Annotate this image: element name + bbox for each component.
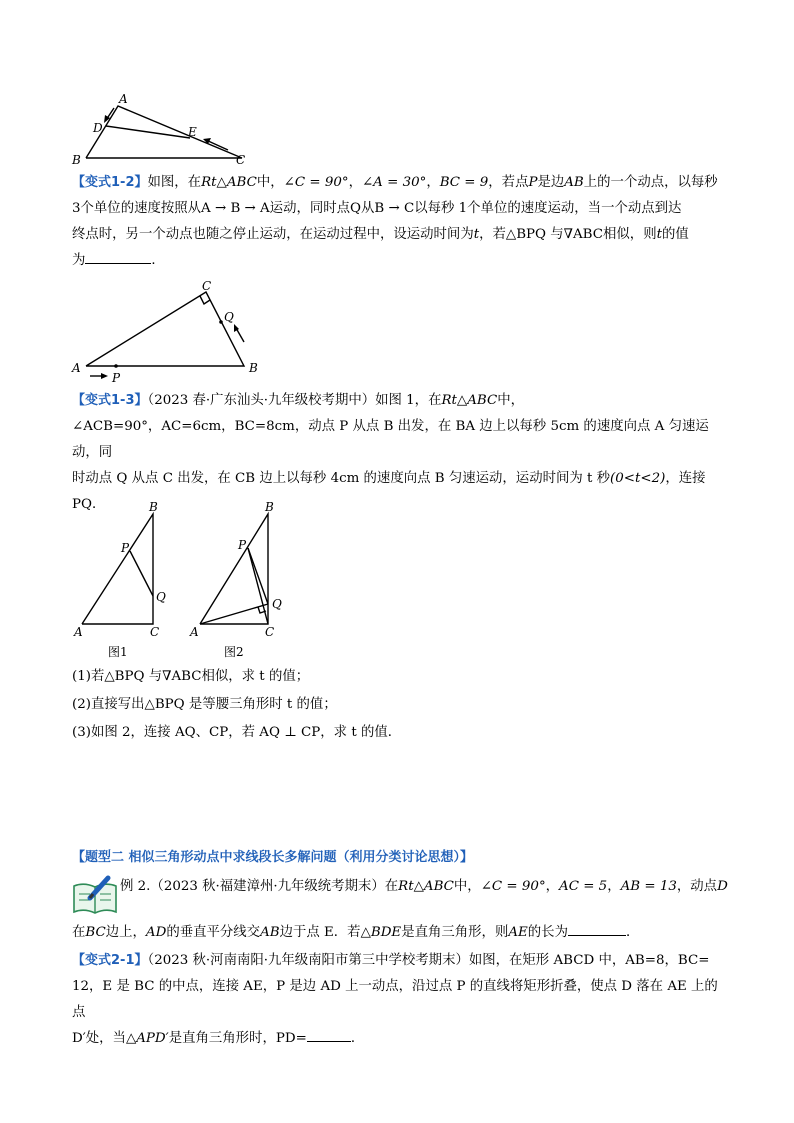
text: ，	[348, 175, 362, 190]
label-b: B	[249, 361, 258, 375]
text: 是直角三角形时，PD=	[168, 1031, 307, 1046]
text: 3个单位的速度按照从A → B → A运动，同时点Q从B → C以每秒 1个单位的速度运动，当一个动点到达	[72, 201, 682, 216]
text: ，连接	[665, 471, 706, 486]
variant-2-1	[72, 948, 722, 1052]
math: ∠C = 90°	[480, 879, 546, 894]
segment-de	[106, 126, 190, 138]
text: 终点时，另一个动点也随之停止运动，在运动过程中，设运动时间为	[72, 227, 474, 242]
variant-1-3	[72, 388, 722, 518]
text: （2023 秋·河南南阳·九年级南阳市第三中学校考期末）如图，在矩形 ABCD 中，AB=8，BC=	[147, 953, 710, 968]
fig2-label-p: P	[238, 538, 247, 552]
fig2-label-a: A	[190, 625, 199, 639]
type-2-heading: 【题型二 相似三角形动点中求线段长多解问题（利用分类讨论思想）】	[72, 850, 474, 865]
math: BC	[85, 925, 106, 940]
fig2-label-q: Q	[272, 597, 282, 611]
text: ．	[350, 1031, 365, 1046]
text: ，	[607, 879, 621, 894]
figure-1	[66, 90, 256, 170]
math: △APD′	[125, 1031, 169, 1046]
text: 的值	[661, 227, 689, 242]
text: ，若点	[488, 175, 529, 190]
label-b: B	[72, 153, 81, 167]
text: ．	[151, 253, 165, 268]
math: (0<t<2)	[610, 471, 666, 486]
text: 为	[72, 253, 86, 268]
fig2-label-b: B	[265, 500, 274, 514]
example-2	[120, 874, 730, 900]
text: 中，	[453, 879, 481, 894]
arrow-p-head	[101, 373, 108, 379]
arrow-q-shaft	[236, 328, 244, 342]
fig1-label-c: C	[150, 625, 160, 639]
text: ，	[426, 175, 440, 190]
triangle-abc	[86, 292, 244, 366]
text: 中，	[256, 175, 284, 190]
fig1-label-p: P	[121, 541, 130, 555]
question-1: (1)若△BPQ 与∇ABC相似，求 t 的值；	[72, 669, 310, 684]
math: t	[473, 227, 480, 242]
variant-1-3-tag: 【变式1-3】	[72, 393, 148, 408]
fig1-label-q: Q	[156, 590, 166, 604]
variant-2-1-tag: 【变式2-1】	[72, 953, 148, 968]
text: 上的一个动点，以每秒	[583, 175, 718, 190]
label-a: A	[119, 92, 128, 106]
point-q	[219, 320, 223, 324]
math: △BDE	[360, 925, 402, 940]
fig2-segment-pq	[248, 548, 268, 604]
label-q: Q	[224, 310, 234, 324]
math: ∠A = 30°	[361, 175, 427, 190]
math: ∠C = 90°	[283, 175, 349, 190]
caption-fig2: 图2	[224, 645, 244, 659]
fig2-segment-cp	[248, 548, 268, 624]
text: 边上，	[105, 925, 146, 940]
figure-2	[66, 278, 276, 388]
label-c: C	[202, 279, 212, 293]
text: ．	[625, 925, 640, 940]
variant-1-2	[72, 170, 722, 274]
fig1-label-b: B	[149, 500, 158, 514]
text: 时动点 Q 从点 C 出发，在 CB 边上以每秒 4cm 的速度向点 B 匀速运动，运动时间为 t 秒	[72, 471, 611, 486]
fig2-label-c: C	[265, 625, 275, 639]
text: 是直角三角形，则	[401, 925, 509, 940]
math: Rt△ABC	[398, 879, 454, 894]
math: AE	[508, 925, 528, 940]
caption-fig1: 图1	[108, 645, 128, 659]
variant-1-2-tag: 【变式1-2】	[72, 175, 148, 190]
text: D′处，当	[72, 1031, 126, 1046]
math: AB	[564, 175, 584, 190]
math: t	[656, 227, 662, 242]
label-c: C	[236, 153, 246, 167]
math: AB = 13	[620, 879, 677, 894]
label-p: P	[112, 371, 121, 385]
math: P	[528, 175, 538, 190]
math: AD	[145, 925, 167, 940]
text: ，	[545, 879, 560, 894]
text: 边于点 E．若	[279, 925, 361, 940]
text: 的长为	[527, 925, 568, 940]
answer-blank	[307, 1029, 351, 1042]
book-pencil-icon	[72, 874, 120, 916]
question-3: (3)如图 2，连接 AQ、CP，若 AQ ⊥ CP，求 t 的值．	[72, 725, 402, 740]
text: （2023 春·广东汕头·九年级校考期中）如图 1，在	[147, 393, 442, 408]
text: 中，	[497, 393, 525, 408]
text: PQ．	[72, 497, 106, 512]
figure-3	[66, 500, 306, 665]
question-2: (2)直接写出△BPQ 是等腰三角形时 t 的值；	[72, 697, 337, 712]
text: ∠ACB=90°，AC=6cm，BC=8cm，动点 P 从点 B 出发，在 BA 边上以每秒 5cm 的速度向点 A 匀速运动，同	[72, 419, 709, 460]
text: ，若△BPQ 与∇ABC相似，则	[479, 227, 657, 242]
text: 如图，在	[147, 175, 202, 190]
math: BC = 9	[439, 175, 489, 190]
label-e: E	[188, 125, 197, 139]
math: AB	[260, 925, 280, 940]
label-d: D	[93, 121, 103, 135]
text: 12，E 是 BC 的中点，连接 AE，P 是边 AD 上一动点，沿过点 P 的直线将矩形折叠，使点 D 落在 AE 上的点	[72, 979, 718, 1020]
label-a: A	[72, 361, 81, 375]
example-2-line-2	[72, 920, 722, 946]
text: ，动点	[676, 879, 718, 894]
text: 是边	[537, 175, 565, 190]
fig1-triangle	[82, 514, 153, 624]
math: Rt△ABC	[201, 175, 257, 190]
answer-blank	[568, 923, 626, 936]
point-p	[114, 364, 118, 368]
text: 例 2.（2023 秋·福建漳州·九年级统考期末）在	[120, 879, 399, 894]
text: 的垂直平分线交	[166, 925, 261, 940]
text: 在	[72, 925, 86, 940]
answer-blank	[85, 251, 151, 264]
math: Rt△ABC	[441, 393, 498, 408]
math: D	[717, 879, 728, 894]
fig1-segment-pq	[130, 551, 153, 596]
math: AC = 5	[559, 879, 608, 894]
fig1-label-a: A	[74, 625, 83, 639]
